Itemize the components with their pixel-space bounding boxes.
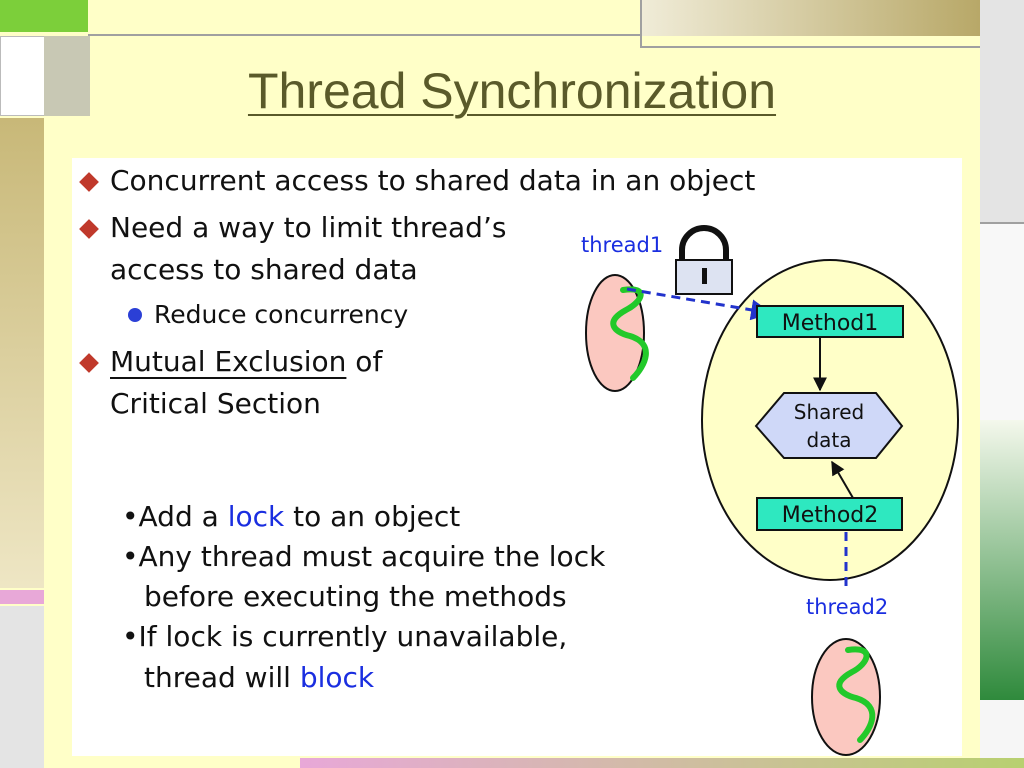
note-2-line-2: before executing the methods: [144, 580, 567, 613]
bullet-3-suffix: of: [346, 345, 383, 378]
shared-data-label-1: Shared: [793, 400, 865, 424]
note-1-post: to an object: [284, 500, 461, 533]
method1-label: Method1: [781, 311, 879, 336]
bullet-1: Concurrent access to shared data in an object: [110, 164, 756, 197]
page-title-text: Thread Synchronization: [247, 63, 777, 119]
thread1-label: thread1: [581, 233, 664, 257]
note-3-pre: thread will: [144, 661, 300, 694]
note-1-pre: •Add a: [122, 500, 228, 533]
thread2-label: thread2: [806, 595, 889, 619]
note-2-line-1: •Any thread must acquire the lock: [122, 540, 606, 573]
bullet-2-line-2: access to shared data: [110, 253, 418, 286]
note-3-line-1: •If lock is currently unavailable,: [122, 620, 568, 653]
padlock-icon: [676, 228, 732, 294]
sub-bullet-1: Reduce concurrency: [154, 300, 409, 329]
shared-data-label-2: data: [806, 428, 852, 452]
note-3-highlight: block: [299, 661, 375, 694]
mutual-exclusion-term: Mutual Exclusion: [110, 345, 347, 378]
method2-label: Method2: [781, 503, 879, 528]
bullet-3-line-2: Critical Section: [110, 387, 321, 420]
note-1-highlight: lock: [227, 500, 285, 533]
bullet-2-line-1: Need a way to limit thread’s: [110, 211, 507, 244]
